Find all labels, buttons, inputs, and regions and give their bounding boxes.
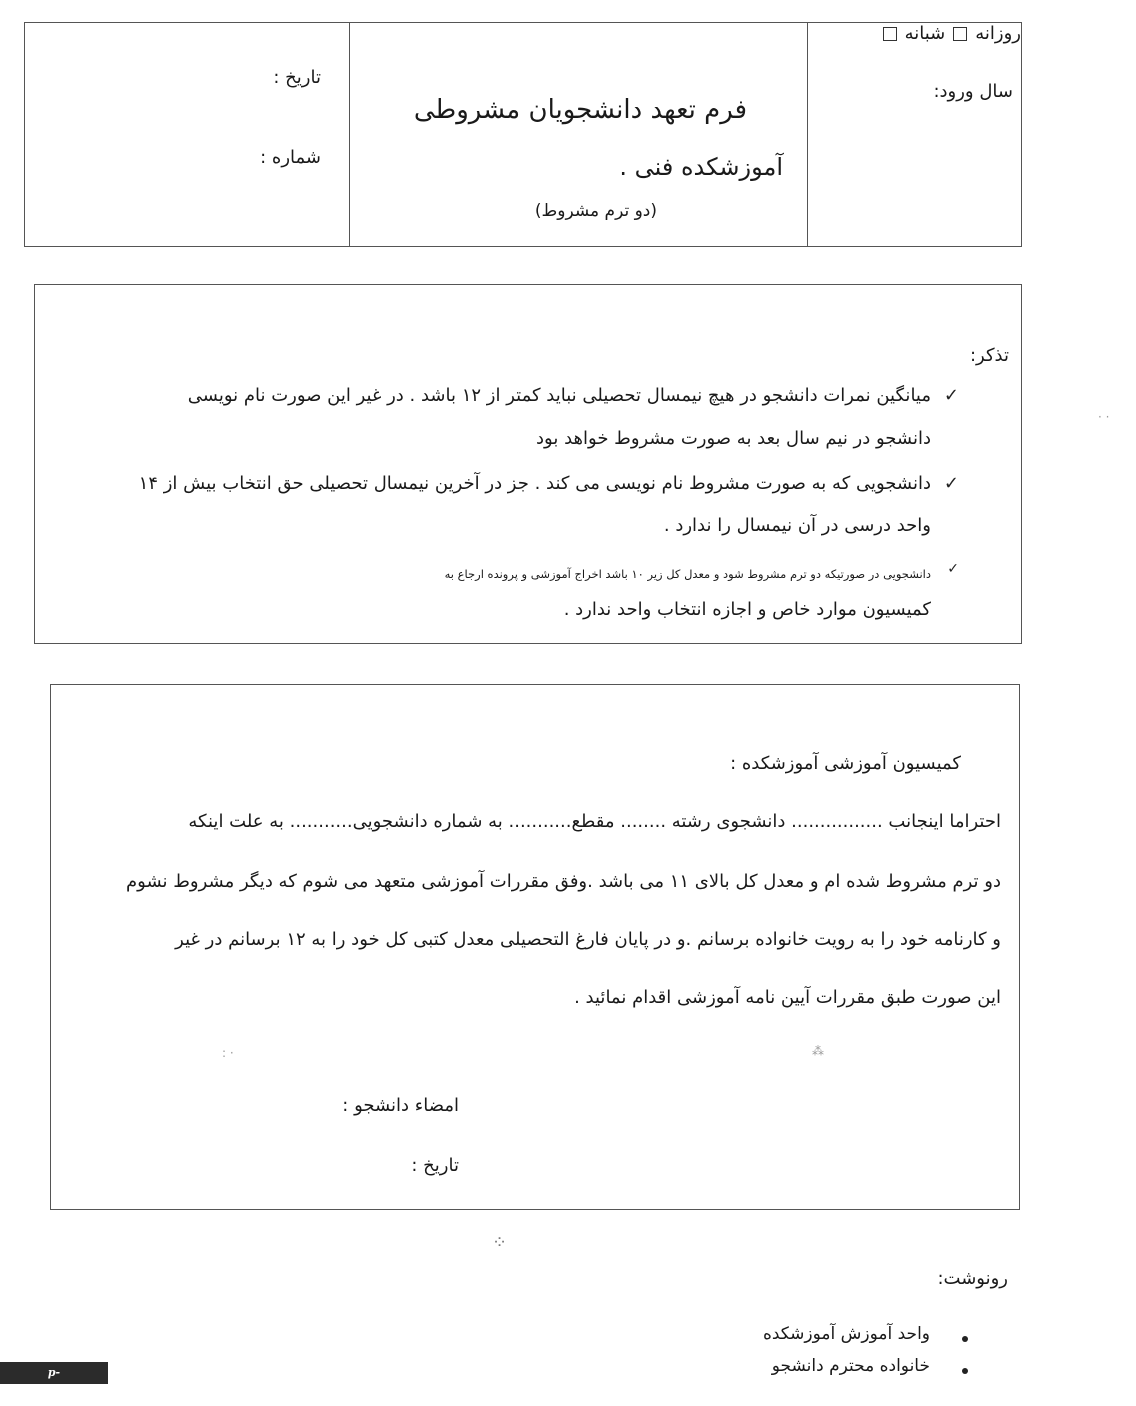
header-title-cell [350, 23, 808, 246]
entry-year-label: سال ورود: [933, 81, 1013, 102]
copy-item: واحد آموزش آموزشکده [762, 1324, 930, 1344]
day-option-label: روزانه [975, 23, 1021, 44]
notes-title: تذکر: [969, 345, 1009, 366]
note-line: کمیسیون موارد خاص و اجازه انتخاب واحد ندارد . [563, 599, 931, 620]
commitment-line: احتراما اینجانب ................ دانشجوی رشته ........ مقطع........... به شماره دانشجویی........... به علت اینکه [188, 811, 1001, 832]
note-line: دانشجویی که به صورت مشروط نام نویسی می کند . جز در آخرین نیمسال تحصیلی حق انتخاب بیش از ۱۴ [138, 473, 931, 494]
note-line: دانشجویی در صورتیکه دو ترم مشروط شود و معدل کل زیر ۱۰ باشد اخراج آموزشی و پرونده ارجاع به [444, 567, 931, 581]
copy-item: خانواده محترم دانشجو [771, 1356, 930, 1376]
scan-speck: · · [1098, 410, 1110, 424]
night-checkbox[interactable] [883, 27, 897, 41]
commitment-box [50, 684, 1020, 1210]
header-meta-cell [25, 23, 350, 246]
check-icon: ✓ [947, 561, 959, 577]
check-icon: ✓ [943, 385, 959, 406]
night-option-label: شبانه [904, 23, 946, 44]
note-line: واحد درسی در آن نیمسال را ندارد . [663, 515, 931, 536]
date-label: تاریخ : [273, 67, 321, 88]
check-icon: ✓ [943, 473, 959, 494]
note-line: میانگین نمرات دانشجو در هیچ نیمسال تحصیلی نباید کمتر از ۱۲ باشد . در غیر این صورت نام نویسی [187, 385, 931, 406]
shift-options [808, 23, 1021, 44]
bullet-icon [962, 1336, 968, 1342]
commitment-line: و کارنامه خود را به رویت خانواده برسانم .و در پایان فارغ التحصیلی معدل کتبی کل خود را به ۱۲ برسانم در غیر [175, 929, 1001, 950]
scan-speck: ⁘ [492, 1232, 508, 1253]
faculty-name: آموزشکده فنی . [619, 153, 783, 181]
scan-speck: : · [222, 1046, 234, 1060]
number-label: شماره : [260, 147, 321, 168]
header-entry-cell [808, 23, 1021, 246]
bullet-icon [962, 1368, 968, 1374]
commitment-line: دو ترم مشروط شده ام و معدل کل بالای ۱۱ می باشد .وفق مقررات آموزشی متعهد می شوم که دیگر مشروط نشوم [126, 871, 1001, 892]
site-url-badge[interactable]: p-zarand.nus.ac.ir [0, 1362, 108, 1384]
commitment-heading: کمیسیون آموزشی آموزشکده : [730, 753, 961, 774]
commitment-date-label: تاریخ : [411, 1155, 459, 1176]
signature-label: امضاء دانشجو : [342, 1095, 459, 1116]
notes-box [34, 284, 1022, 644]
form-header [24, 22, 1022, 247]
day-checkbox[interactable] [953, 27, 967, 41]
commitment-line: این صورت طبق مقررات آیین نامه آموزشی اقدام نمائید . [574, 987, 1001, 1008]
semester-note: (دو ترم مشروط) [534, 201, 657, 221]
copies-title: رونوشت: [937, 1268, 1008, 1289]
scan-speck: ⁂ [812, 1044, 824, 1058]
form-title: فرم تعهد دانشجویان مشروطی [413, 95, 747, 125]
note-line: دانشجو در نیم سال بعد به صورت مشروط خواهد بود [536, 428, 931, 449]
